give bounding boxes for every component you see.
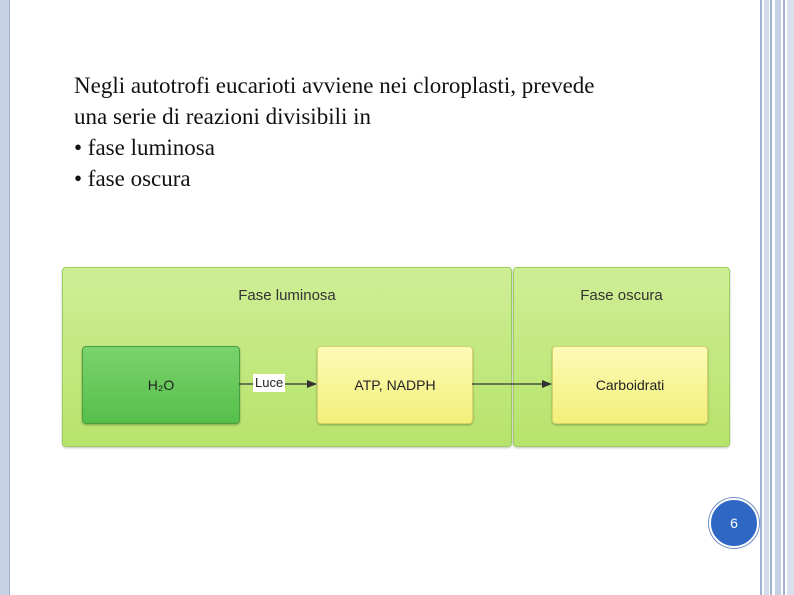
photosynthesis-diagram (62, 267, 730, 447)
slide-frame-right-stripe (764, 0, 769, 595)
light-phase-title: Fase luminosa (238, 287, 336, 304)
page-number: 6 (730, 515, 738, 531)
slide-frame-right-stripe (770, 0, 772, 595)
bullet-dark-phase: • fase oscura (74, 166, 191, 191)
page-number-badge (709, 498, 759, 548)
atp-nadph-label: ATP, NADPH (354, 377, 436, 393)
slide-body-text (74, 70, 734, 194)
water-label: H₂O (147, 377, 175, 393)
slide-frame-right-stripe (783, 0, 785, 595)
slide-frame-left (0, 0, 9, 595)
slide-frame-right-stripe (760, 0, 762, 595)
body-line-2: una serie di reazioni divisibili in (74, 104, 372, 129)
diagram-arrows (62, 267, 730, 447)
bullet-light-phase: • fase luminosa (74, 135, 215, 160)
slide-frame-right-stripe (787, 0, 794, 595)
carbohydrates-label: Carboidrati (595, 377, 665, 393)
slide-frame-left-line (9, 0, 10, 595)
body-line-1: Negli autotrofi eucarioti avviene nei cloroplasti, prevede (74, 73, 595, 98)
slide-frame-right-stripe (775, 0, 781, 595)
dark-phase-title: Fase oscura (580, 287, 663, 304)
light-arrow-label: Luce (255, 375, 284, 390)
